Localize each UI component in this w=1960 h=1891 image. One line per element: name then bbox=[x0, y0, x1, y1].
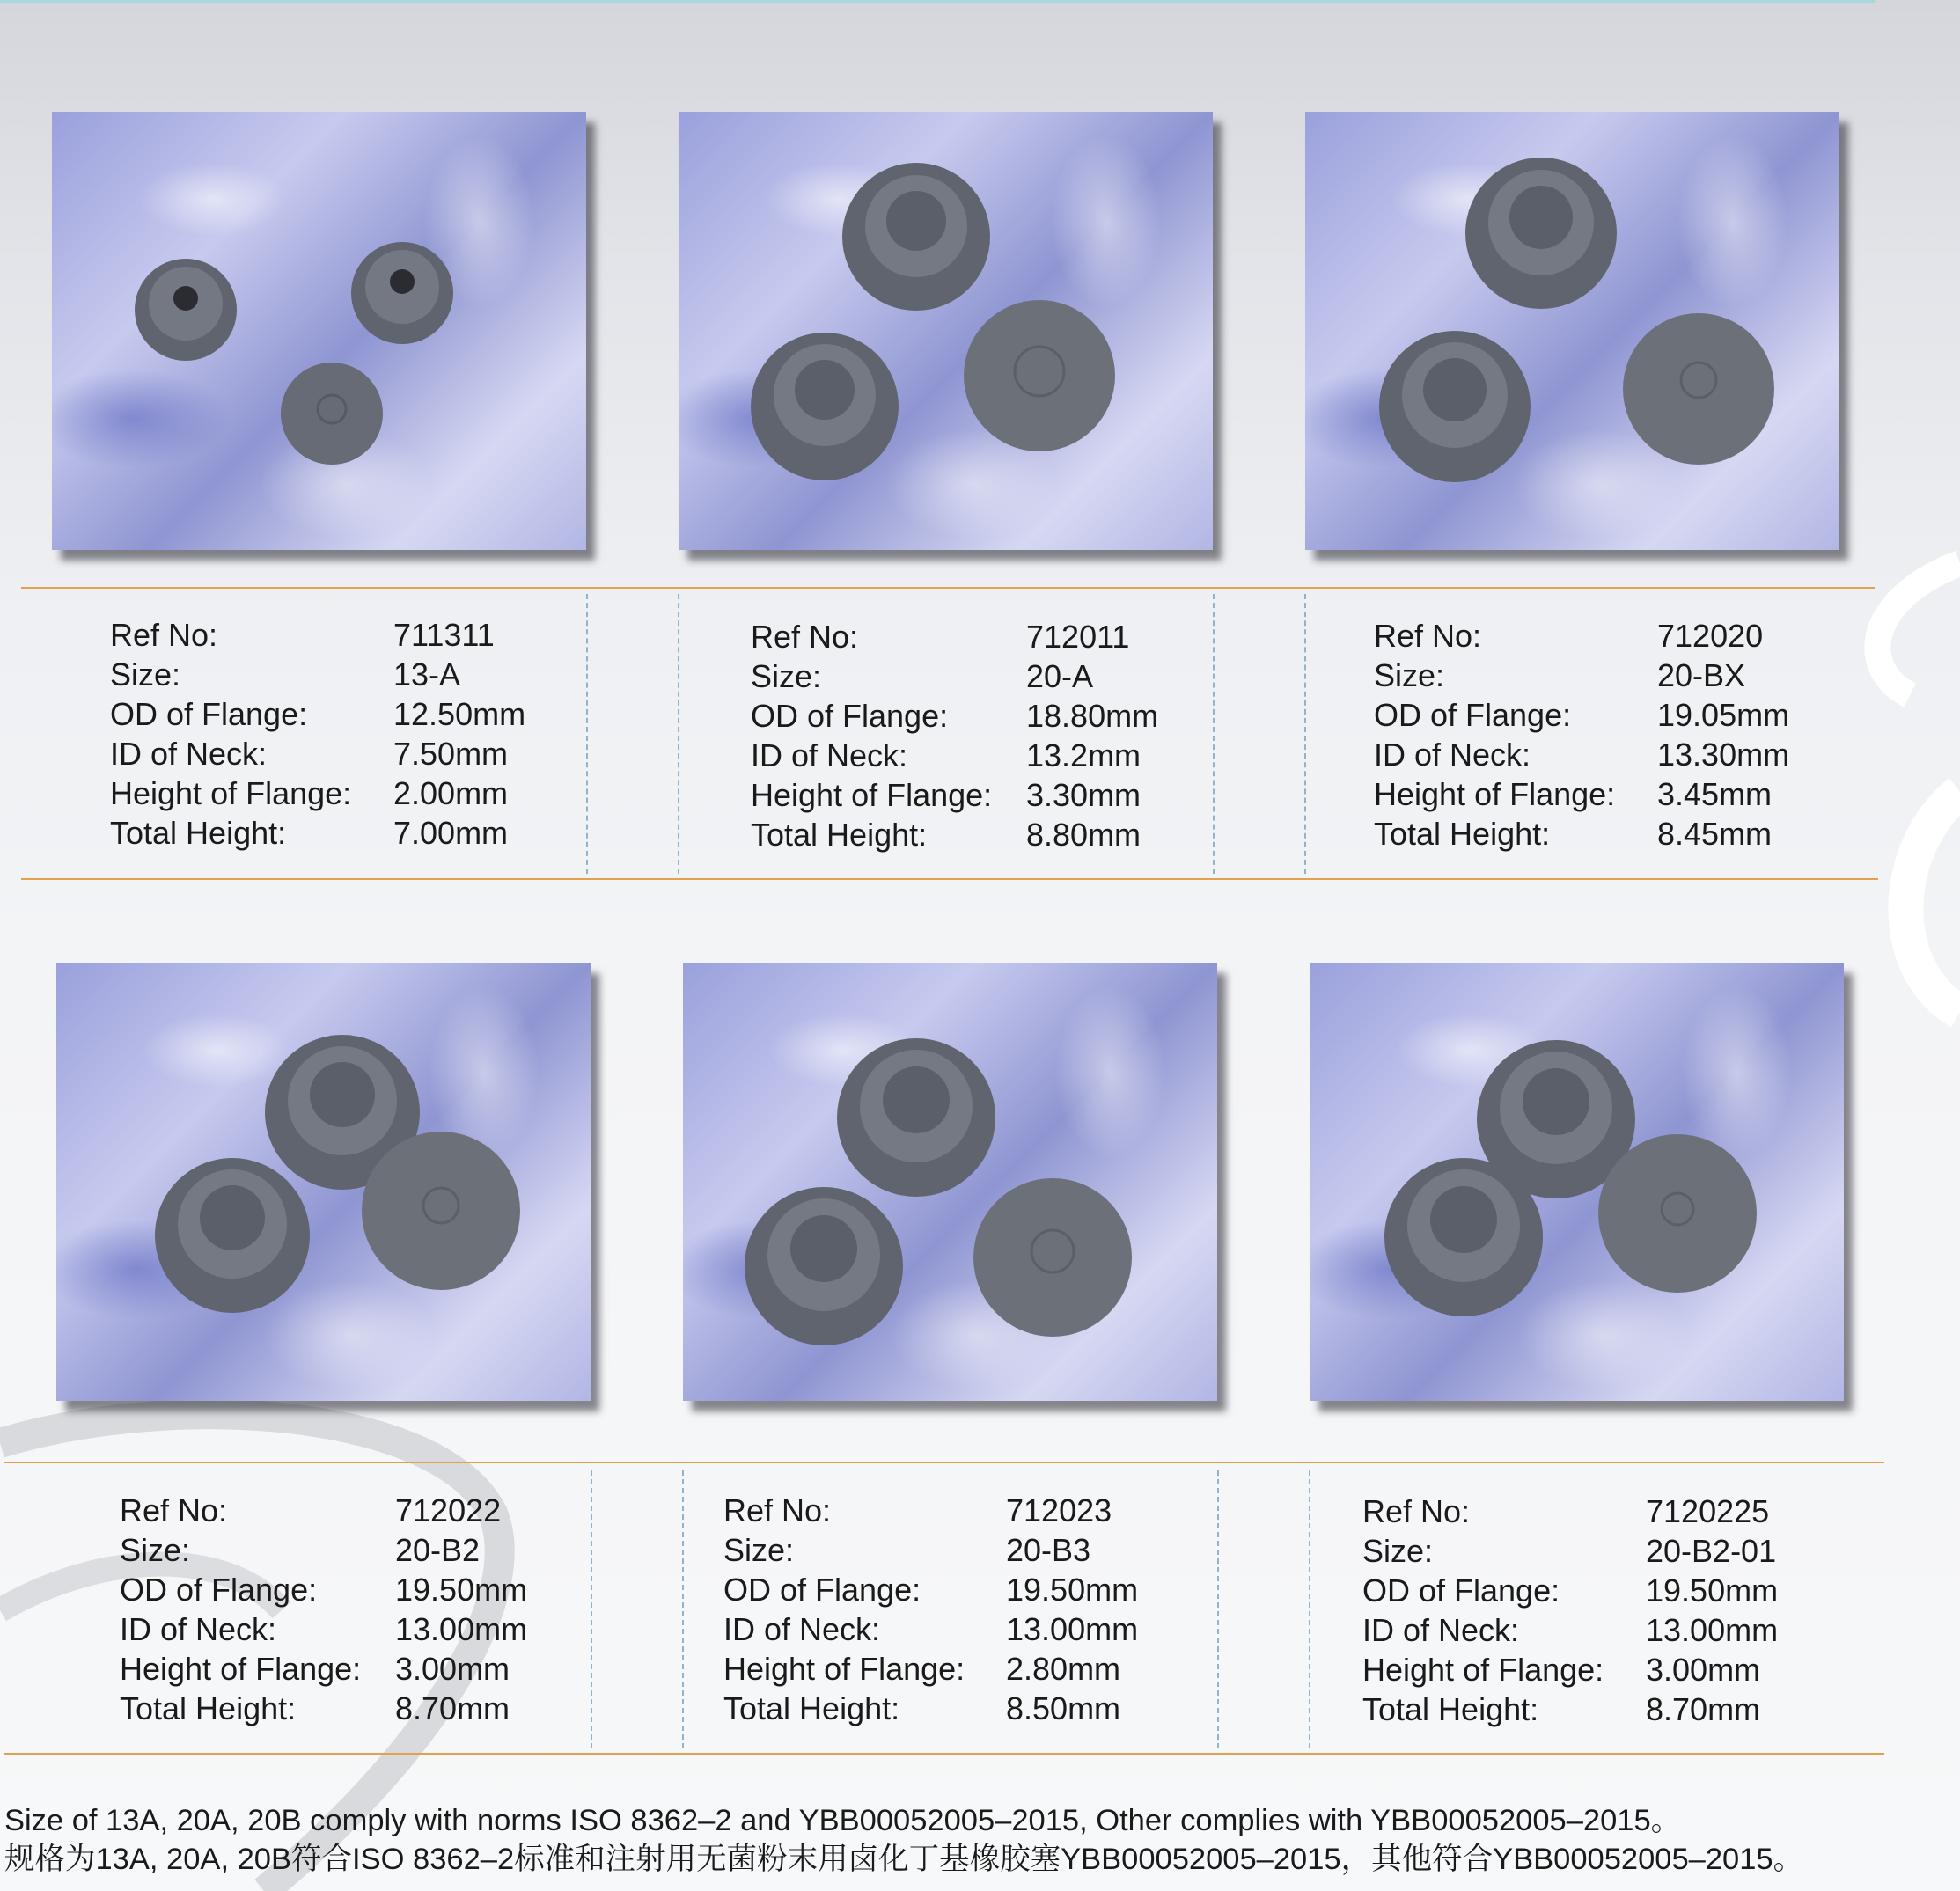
spec-label: OD of Flange: bbox=[751, 698, 949, 734]
column-divider bbox=[586, 594, 588, 874]
od-flange-value: 19.50mm bbox=[395, 1572, 528, 1608]
spec-label: Total Height: bbox=[1362, 1691, 1539, 1727]
spec-label: Total Height: bbox=[751, 817, 928, 853]
spec-label: Ref No: bbox=[751, 619, 859, 655]
spec-row-id bbox=[110, 734, 525, 773]
id-neck-value: 13.00mm bbox=[1006, 1611, 1139, 1647]
spec-block-712023 bbox=[723, 1491, 1138, 1728]
od-flange-value: 19.50mm bbox=[1646, 1572, 1779, 1609]
spec-label: Height of Flange: bbox=[110, 775, 352, 811]
spec-block-712022 bbox=[120, 1491, 527, 1728]
spec-label: Height of Flange: bbox=[751, 777, 993, 813]
spec-row-height-flange bbox=[751, 775, 1158, 815]
spec-label: OD of Flange: bbox=[1374, 697, 1572, 733]
total-height-value: 8.70mm bbox=[1646, 1691, 1761, 1727]
ref-no-value: 712020 bbox=[1657, 618, 1764, 654]
spec-label: OD of Flange: bbox=[120, 1572, 318, 1608]
ref-no-value: 711311 bbox=[393, 617, 495, 653]
height-flange-value: 3.45mm bbox=[1657, 776, 1773, 812]
product-photo-712022 bbox=[56, 963, 591, 1401]
stopper-icon bbox=[135, 242, 453, 465]
total-height-value: 8.80mm bbox=[1026, 817, 1141, 853]
spec-row-od bbox=[110, 694, 525, 734]
spec-label: Height of Flange: bbox=[120, 1651, 362, 1687]
ref-no-value: 7120225 bbox=[1646, 1493, 1770, 1529]
spec-label: ID of Neck: bbox=[1362, 1612, 1520, 1648]
spec-row-total-height bbox=[1374, 814, 1789, 854]
spec-label: ID of Neck: bbox=[1374, 737, 1531, 773]
spec-row-id bbox=[1374, 735, 1789, 774]
spec-row-ref bbox=[120, 1491, 527, 1530]
size-value: 20-BX bbox=[1657, 657, 1746, 693]
spec-row-height-flange bbox=[1374, 774, 1789, 814]
spec-label: Height of Flange: bbox=[1362, 1652, 1604, 1688]
spec-row-id bbox=[120, 1609, 527, 1649]
spec-label: OD of Flange: bbox=[1362, 1572, 1560, 1609]
spec-row-size bbox=[110, 655, 525, 694]
spec-label: Ref No: bbox=[110, 617, 218, 653]
spec-label: ID of Neck: bbox=[120, 1611, 277, 1647]
stopper-icon bbox=[155, 1035, 520, 1313]
spec-label: Total Height: bbox=[1374, 816, 1551, 852]
spec-label: Ref No: bbox=[1374, 618, 1482, 654]
height-flange-value: 2.80mm bbox=[1006, 1651, 1121, 1687]
spec-label: Size: bbox=[1362, 1533, 1434, 1569]
spec-row-od bbox=[1362, 1571, 1778, 1610]
spec-row-od bbox=[723, 1570, 1138, 1609]
spec-label: Height of Flange: bbox=[1374, 776, 1616, 812]
product-photo-712011 bbox=[679, 112, 1213, 550]
spec-row-height-flange bbox=[120, 1649, 527, 1689]
stopper-icon bbox=[751, 163, 1115, 480]
spec-label: OD of Flange: bbox=[110, 696, 308, 732]
spec-label: Size: bbox=[120, 1532, 191, 1568]
spec-row-size bbox=[723, 1530, 1138, 1570]
spec-row-size bbox=[120, 1530, 527, 1570]
spec-row-od bbox=[751, 696, 1158, 736]
spec-label: Height of Flange: bbox=[723, 1651, 965, 1687]
spec-row-total-height bbox=[1362, 1689, 1778, 1729]
size-value: 20-A bbox=[1026, 658, 1094, 694]
od-flange-value: 19.05mm bbox=[1657, 697, 1790, 733]
spec-label: OD of Flange: bbox=[723, 1572, 921, 1608]
total-height-value: 8.45mm bbox=[1657, 816, 1773, 852]
spec-label: ID of Neck: bbox=[751, 737, 908, 773]
id-neck-value: 13.2mm bbox=[1026, 737, 1141, 773]
ref-no-value: 712023 bbox=[1006, 1492, 1112, 1528]
total-height-value: 8.50mm bbox=[1006, 1690, 1121, 1726]
compliance-note-english: Size of 13A, 20A, 20B comply with norms ISO 8362–2 and YBB00052005–2015, Other complies with YBB00052005–2015。 bbox=[4, 1804, 1682, 1837]
column-divider bbox=[678, 594, 679, 874]
spec-label: Total Height: bbox=[120, 1690, 297, 1726]
size-value: 20-B2-01 bbox=[1646, 1533, 1777, 1569]
spec-label: Size: bbox=[751, 658, 822, 694]
spec-row-id bbox=[1362, 1610, 1778, 1650]
spec-row-ref bbox=[723, 1491, 1138, 1530]
spec-row-od bbox=[120, 1570, 527, 1609]
id-neck-value: 13.00mm bbox=[395, 1611, 528, 1647]
column-divider bbox=[1217, 1470, 1219, 1748]
column-divider bbox=[682, 1470, 684, 1748]
column-divider bbox=[1213, 594, 1215, 874]
spec-row-total-height bbox=[751, 815, 1158, 854]
divider-line bbox=[21, 587, 1875, 589]
top-accent-line bbox=[0, 0, 1875, 3]
divider-line bbox=[4, 1753, 1884, 1755]
spec-label: Total Height: bbox=[110, 815, 287, 851]
id-neck-value: 13.30mm bbox=[1657, 737, 1790, 773]
od-flange-value: 18.80mm bbox=[1026, 698, 1159, 734]
column-divider bbox=[591, 1470, 592, 1748]
height-flange-value: 2.00mm bbox=[393, 775, 509, 811]
product-photo-712023 bbox=[683, 963, 1217, 1401]
spec-block-7120225 bbox=[1362, 1492, 1778, 1729]
id-neck-value: 13.00mm bbox=[1646, 1612, 1779, 1648]
spec-block-712020 bbox=[1374, 616, 1789, 854]
spec-row-ref bbox=[751, 617, 1158, 656]
size-value: 20-B3 bbox=[1006, 1532, 1091, 1568]
stopper-icon bbox=[745, 1038, 1132, 1345]
spec-label: Size: bbox=[723, 1532, 795, 1568]
product-photo-711311 bbox=[52, 112, 586, 550]
height-flange-value: 3.30mm bbox=[1026, 777, 1141, 813]
size-value: 20-B2 bbox=[395, 1532, 481, 1568]
stopper-icon bbox=[1384, 1040, 1757, 1316]
product-photo-7120225 bbox=[1310, 963, 1844, 1401]
product-photo-712020 bbox=[1305, 112, 1839, 550]
spec-label: Ref No: bbox=[723, 1492, 832, 1528]
height-flange-value: 3.00mm bbox=[395, 1651, 510, 1687]
size-value: 13-A bbox=[393, 656, 461, 693]
spec-label: Ref No: bbox=[1362, 1493, 1471, 1529]
spec-row-total-height bbox=[723, 1689, 1138, 1728]
spec-row-height-flange bbox=[723, 1649, 1138, 1689]
spec-block-711311 bbox=[110, 615, 525, 853]
spec-label: ID of Neck: bbox=[723, 1611, 881, 1647]
stopper-icon bbox=[1379, 158, 1774, 482]
ref-no-value: 712022 bbox=[395, 1492, 502, 1528]
spec-label: Size: bbox=[110, 656, 181, 693]
spec-row-size bbox=[1374, 656, 1789, 695]
spec-row-id bbox=[723, 1609, 1138, 1649]
spec-label: Size: bbox=[1374, 657, 1445, 693]
id-neck-value: 7.50mm bbox=[393, 736, 509, 772]
spec-row-height-flange bbox=[110, 773, 525, 813]
od-flange-value: 19.50mm bbox=[1006, 1572, 1139, 1608]
spec-row-id bbox=[751, 736, 1158, 775]
spec-row-ref bbox=[1362, 1492, 1778, 1531]
spec-row-od bbox=[1374, 695, 1789, 735]
column-divider bbox=[1309, 1470, 1310, 1748]
ref-no-value: 712011 bbox=[1026, 619, 1130, 655]
od-flange-value: 12.50mm bbox=[393, 696, 526, 732]
compliance-note-chinese: 规格为13A, 20A, 20B符合ISO 8362–2标准和注射用无菌粉末用卤化丁基橡胶塞YBB00052005–2015，其他符合YBB00052005–2015。 bbox=[4, 1843, 1804, 1876]
spec-row-height-flange bbox=[1362, 1650, 1778, 1689]
spec-row-total-height bbox=[120, 1689, 527, 1728]
column-divider bbox=[1304, 594, 1306, 874]
divider-line bbox=[21, 878, 1878, 880]
spec-label: ID of Neck: bbox=[110, 736, 268, 772]
spec-label: Ref No: bbox=[120, 1492, 228, 1528]
spec-row-ref bbox=[1374, 616, 1789, 656]
total-height-value: 7.00mm bbox=[393, 815, 509, 851]
total-height-value: 8.70mm bbox=[395, 1690, 510, 1726]
spec-label: Total Height: bbox=[723, 1690, 900, 1726]
spec-row-size bbox=[751, 656, 1158, 696]
spec-row-total-height bbox=[110, 813, 525, 853]
spec-row-ref bbox=[110, 615, 525, 655]
spec-block-712011 bbox=[751, 617, 1158, 854]
spec-row-size bbox=[1362, 1531, 1778, 1571]
height-flange-value: 3.00mm bbox=[1646, 1652, 1761, 1688]
divider-line bbox=[4, 1462, 1884, 1463]
